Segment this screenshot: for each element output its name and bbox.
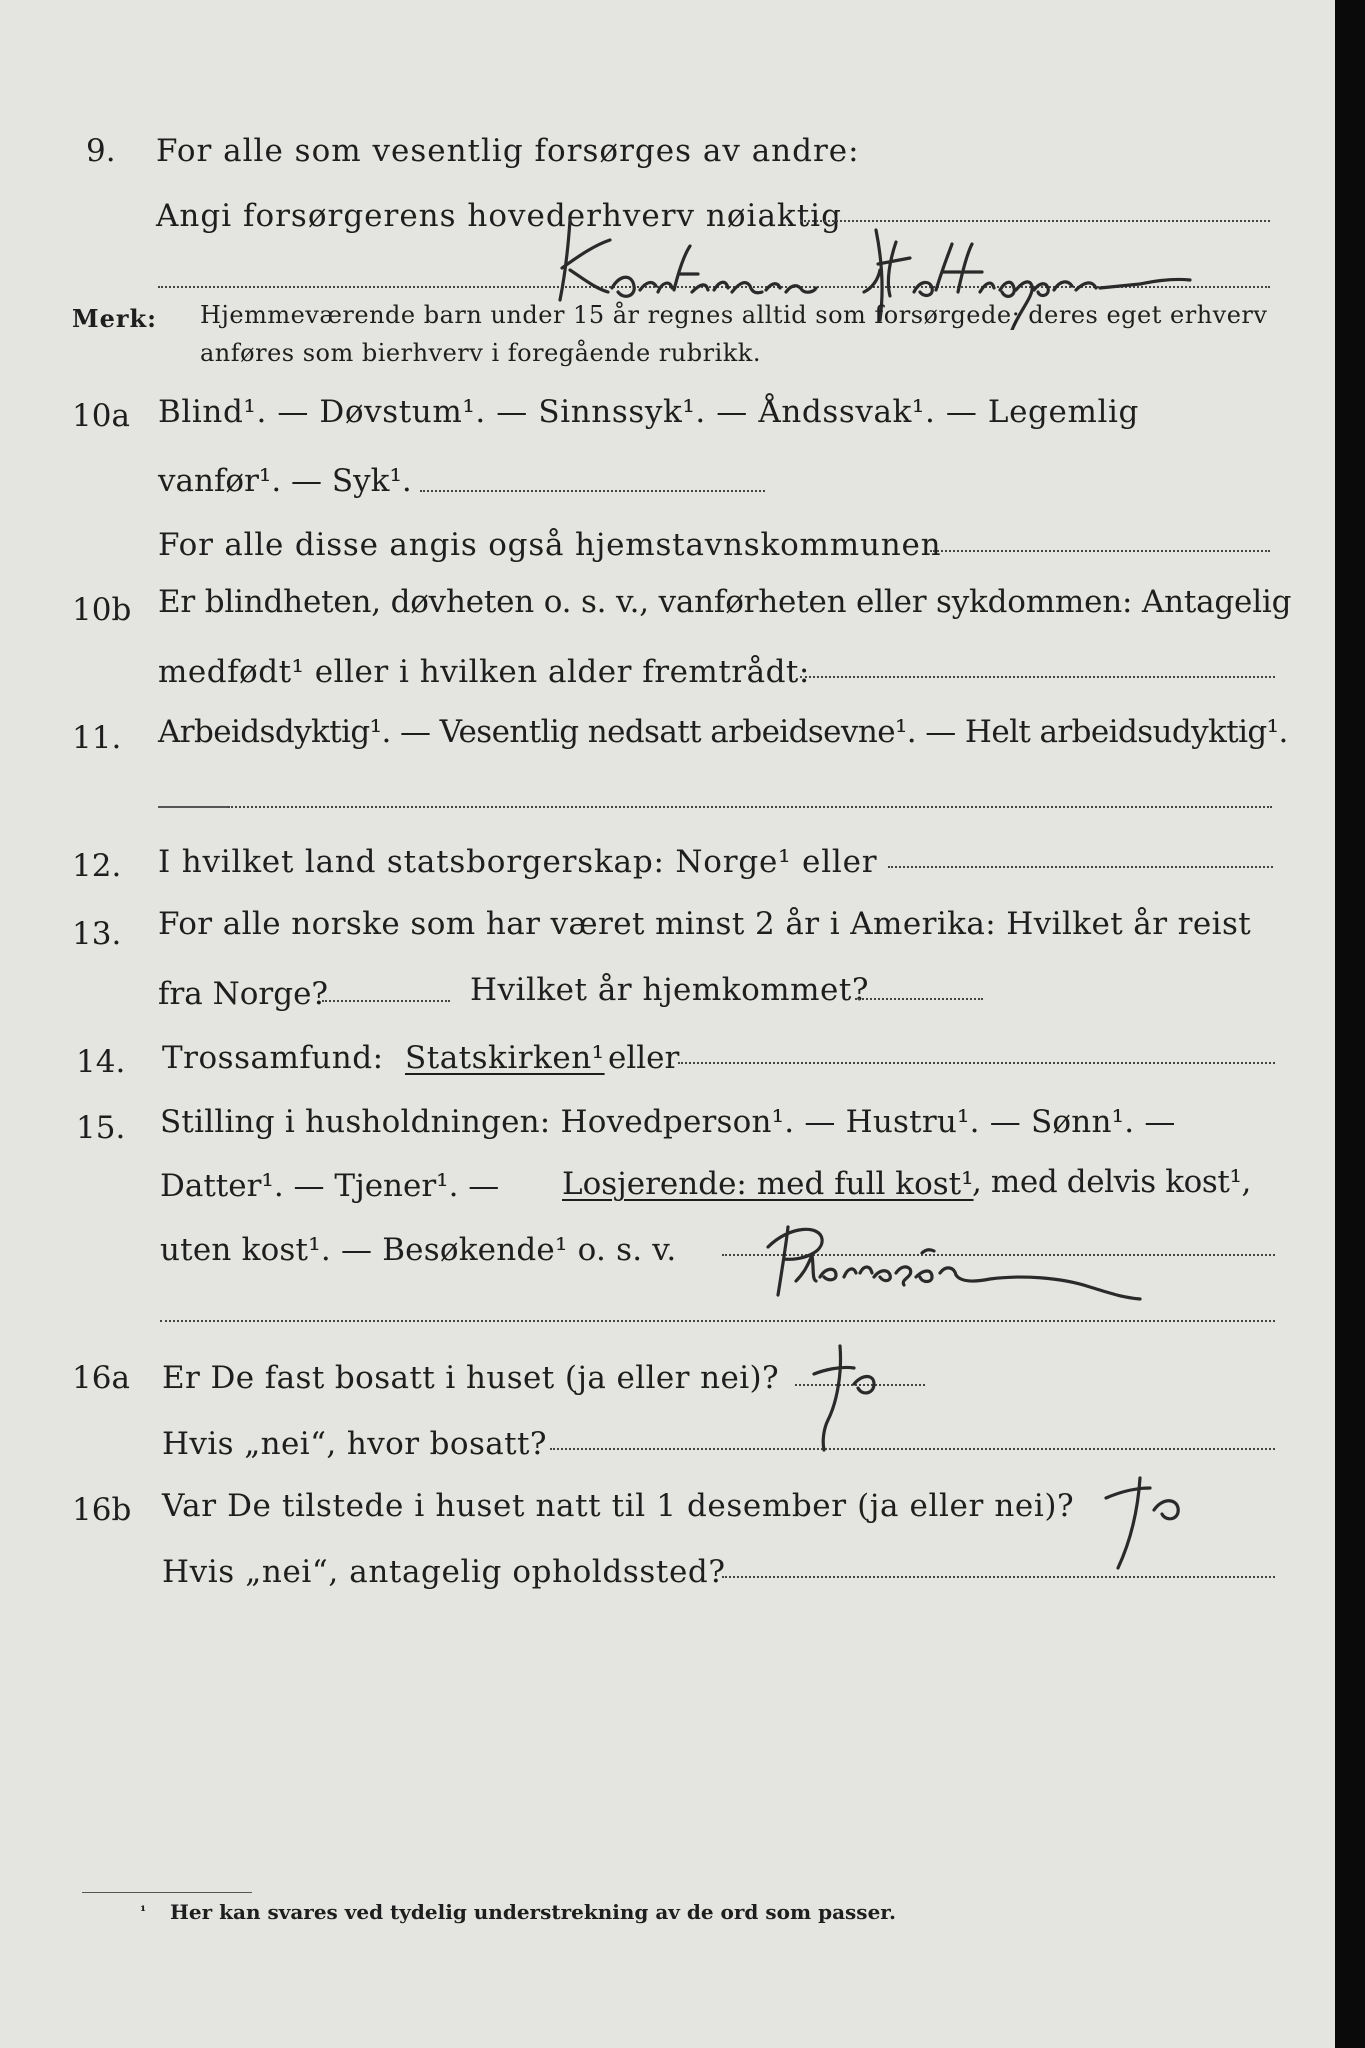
q16b-line2: Hvis „nei“, antagelig opholdssted? (162, 1554, 726, 1590)
scan-edge (1335, 0, 1365, 2048)
q15-answer-line2 (160, 1320, 1275, 1322)
q11-line1: Arbeidsdyktig¹. — Vesentlig nedsatt arbeidsevne¹. — Helt arbeidsudyktig¹. (158, 714, 1288, 750)
q10a-hjemstavn-line (930, 550, 1270, 552)
q16b-opholdssted-line (722, 1576, 1275, 1578)
footnote-mark: ¹ (140, 1904, 147, 1920)
q14-number: 14. (76, 1044, 126, 1080)
q16b-number: 16b (72, 1492, 132, 1528)
q10a-line3: For alle disse angis også hjemstavnskommunen (158, 527, 942, 563)
footnote-rule (82, 1892, 252, 1893)
q10a-line2: vanfør¹. — Syk¹. (158, 463, 412, 499)
q9-line2: Angi forsørgerens hovederhverv nøiaktig (156, 198, 842, 234)
q11-answer-start (158, 806, 228, 808)
q10b-line2: medfødt¹ eller i hvilken alder fremtrådt: (158, 654, 810, 690)
q14-label: Trossamfund: (162, 1040, 384, 1076)
q10b-line1: Er blindheten, døvheten o. s. v., vanførheten eller sykdommen: Antagelig (158, 584, 1292, 620)
q16a-handwritten-answer (800, 1340, 910, 1460)
q15-number: 15. (76, 1110, 126, 1146)
q13-hjemkommet-line (855, 998, 983, 1000)
q10a-line1: Blind¹. — Døvstum¹. — Sinnssyk¹. — Åndssvak¹. — Legemlig (158, 394, 1139, 430)
q15-line3: uten kost¹. — Besøkende¹ o. s. v. (160, 1232, 677, 1268)
q10b-answer-line (800, 676, 1275, 678)
q15-line2b-underlined: Losjerende: med full kost¹ (562, 1166, 974, 1202)
q13-line2b: Hvilket år hjemkommet? (470, 972, 869, 1008)
q16b-handwritten-answer (1080, 1468, 1220, 1588)
merk-label: Merk: (72, 304, 157, 333)
q15-line2c: , med delvis kost¹, (972, 1164, 1251, 1200)
merk-line2: anføres som bierhverv i foregående rubrikk. (200, 339, 761, 367)
q9-number: 9. (86, 133, 116, 169)
q16a-line2: Hvis „nei“, hvor bosatt? (162, 1426, 547, 1462)
q15-handwritten-answer (760, 1215, 1180, 1305)
q16b-line1: Var De tilstede i huset natt til 1 desember (ja eller nei)? (162, 1488, 1075, 1524)
q14-answer-line (678, 1062, 1275, 1064)
q16a-line1: Er De fast bosatt i huset (ja eller nei)? (162, 1360, 780, 1396)
q12-number: 12. (72, 848, 122, 884)
q12-answer-line (888, 866, 1273, 868)
q12-line1: I hvilket land statsborgerskap: Norge¹ eller (158, 844, 878, 880)
q10a-number: 10a (72, 398, 130, 434)
q11-number: 11. (72, 720, 122, 756)
q16a-number: 16a (72, 1360, 130, 1396)
q9-line1: For alle som vesentlig forsørges av andre: (156, 133, 860, 169)
q14-rest: eller (608, 1040, 680, 1076)
footnote-text: Her kan svares ved tydelig understrekning av de ord som passer. (170, 1900, 896, 1924)
q14-statskirken-underlined: Statskirken¹ (405, 1040, 605, 1076)
q13-line1: For alle norske som har været minst 2 år i Amerika: Hvilket år reist (158, 906, 1252, 942)
merk-line1: Hjemmeværende barn under 15 år regnes alltid som forsørgede; deres eget erhverv (200, 301, 1268, 329)
q10b-number: 10b (72, 592, 132, 628)
q13-number: 13. (72, 916, 122, 952)
q15-line2a: Datter¹. — Tjener¹. — (160, 1168, 500, 1204)
q10a-answer-line (420, 490, 765, 492)
q15-line1: Stilling i husholdningen: Hovedperson¹. — Hustru¹. — Sønn¹. — (160, 1104, 1176, 1140)
q11-answer-line (228, 806, 1272, 808)
q13-line2a: fra Norge? (158, 976, 329, 1012)
q16a-bosatt-line (550, 1448, 1275, 1450)
q13-reist-line (322, 1000, 450, 1002)
